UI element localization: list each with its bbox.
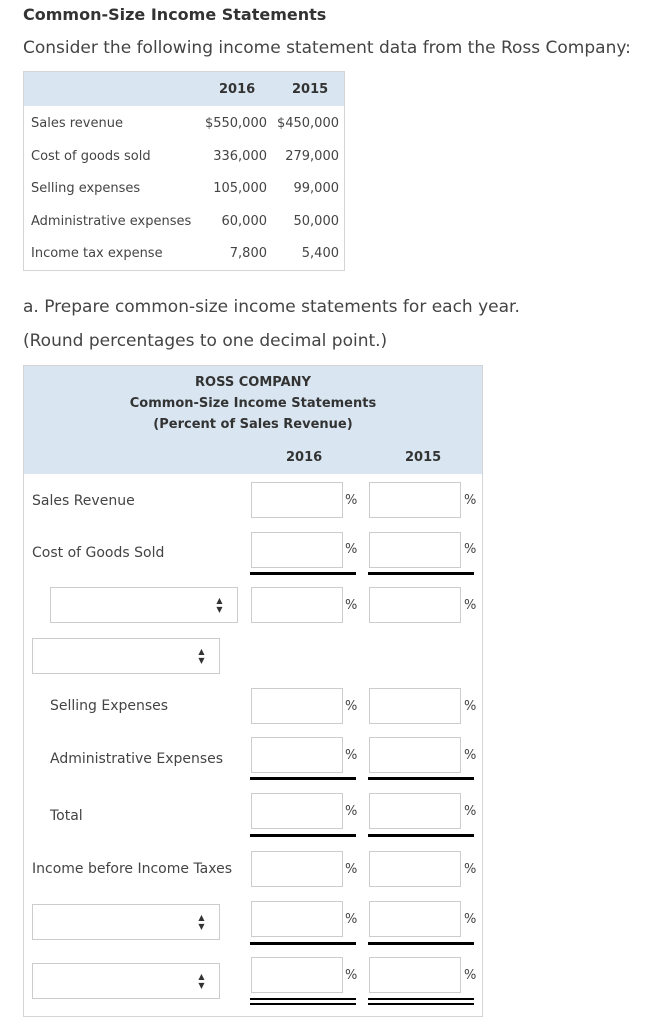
- statement-subtitle: (Percent of Sales Revenue): [153, 417, 353, 432]
- table-row: Income tax expense 7,800 5,400: [31, 246, 339, 261]
- underline: [250, 834, 356, 837]
- column-header-2016: 2016: [286, 450, 323, 465]
- common-size-statement: [23, 365, 483, 1017]
- percent-sign: %: [345, 598, 358, 613]
- label-cost-of-goods-sold: Cost of Goods Sold: [32, 545, 165, 561]
- company-name: ROSS COMPANY: [195, 375, 311, 390]
- ibt-2015-input[interactable]: [369, 851, 461, 887]
- sales-2015-input[interactable]: [369, 482, 461, 518]
- statement-header: [24, 366, 482, 474]
- select-arrow-icon: ▲▼: [197, 913, 206, 931]
- label-total: Total: [50, 808, 83, 824]
- question-instruction: a. Prepare common-size income statements for each year.: [23, 297, 520, 317]
- total-2015-input[interactable]: [369, 793, 461, 829]
- account-select-1[interactable]: [50, 587, 238, 623]
- label-administrative-expenses: Administrative Expenses: [50, 751, 224, 767]
- percent-sign: %: [464, 748, 477, 763]
- intro-text: Consider the following income statement data from the Ross Company:: [23, 38, 631, 58]
- selling-2015-input[interactable]: [369, 688, 461, 724]
- underline: [250, 777, 356, 780]
- percent-sign: %: [464, 542, 477, 557]
- percent-sign: %: [345, 968, 358, 983]
- data-table-header: [24, 72, 344, 106]
- statement-title: Common-Size Income Statements: [129, 396, 377, 411]
- underline: [250, 572, 356, 575]
- table-row: Selling expenses 105,000 99,000: [31, 181, 339, 196]
- label-sales-revenue: Sales Revenue: [32, 493, 135, 509]
- admin-2015-input[interactable]: [369, 737, 461, 773]
- rounding-note: (Round percentages to one decimal point.): [23, 331, 388, 351]
- underline: [368, 942, 474, 945]
- percent-sign: %: [345, 804, 358, 819]
- table-row: Cost of goods sold 336,000 279,000: [31, 149, 339, 164]
- underline: [368, 834, 474, 837]
- double-underline: [250, 998, 356, 1000]
- percent-sign: %: [464, 493, 477, 508]
- ibt-2016-input[interactable]: [251, 851, 343, 887]
- selling-2016-input[interactable]: [251, 688, 343, 724]
- line3-2015-input[interactable]: [369, 587, 461, 623]
- line3-2016-input[interactable]: [251, 587, 343, 623]
- label-selling-expenses: Selling Expenses: [50, 698, 169, 714]
- total-2016-input[interactable]: [251, 793, 343, 829]
- account-select-2[interactable]: [32, 638, 220, 674]
- cogs-2015-input[interactable]: [369, 532, 461, 568]
- percent-sign: %: [345, 699, 358, 714]
- percent-sign: %: [464, 862, 477, 877]
- table-row: Administrative expenses 60,000 50,000: [31, 214, 339, 229]
- line10-2015-input[interactable]: [369, 957, 461, 993]
- page-title: Common-Size Income Statements: [23, 5, 327, 24]
- sales-2016-input[interactable]: [251, 482, 343, 518]
- underline: [368, 572, 474, 575]
- percent-sign: %: [345, 862, 358, 877]
- table-row: Sales revenue $550,000 $450,000: [31, 116, 339, 131]
- percent-sign: %: [464, 598, 477, 613]
- percent-sign: %: [345, 748, 358, 763]
- underline: [368, 777, 474, 780]
- line10-2016-input[interactable]: [251, 957, 343, 993]
- year-header-2016: 2016: [219, 82, 256, 97]
- percent-sign: %: [464, 968, 477, 983]
- income-data-table: [23, 71, 345, 271]
- account-select-4[interactable]: [32, 963, 220, 999]
- line9-2016-input[interactable]: [251, 901, 343, 937]
- percent-sign: %: [345, 912, 358, 927]
- percent-sign: %: [464, 804, 477, 819]
- select-arrow-icon: ▲▼: [197, 972, 206, 990]
- select-arrow-icon: ▲▼: [197, 647, 206, 665]
- double-underline: [250, 1003, 356, 1005]
- underline: [250, 942, 356, 945]
- percent-sign: %: [464, 912, 477, 927]
- select-arrow-icon: ▲▼: [215, 596, 224, 614]
- cogs-2016-input[interactable]: [251, 532, 343, 568]
- double-underline: [368, 998, 474, 1000]
- admin-2016-input[interactable]: [251, 737, 343, 773]
- percent-sign: %: [345, 542, 358, 557]
- percent-sign: %: [464, 699, 477, 714]
- line9-2015-input[interactable]: [369, 901, 461, 937]
- percent-sign: %: [345, 493, 358, 508]
- year-header-2015: 2015: [292, 82, 329, 97]
- label-income-before-taxes: Income before Income Taxes: [32, 861, 233, 877]
- column-header-2015: 2015: [405, 450, 442, 465]
- account-select-3[interactable]: [32, 904, 220, 940]
- double-underline: [368, 1003, 474, 1005]
